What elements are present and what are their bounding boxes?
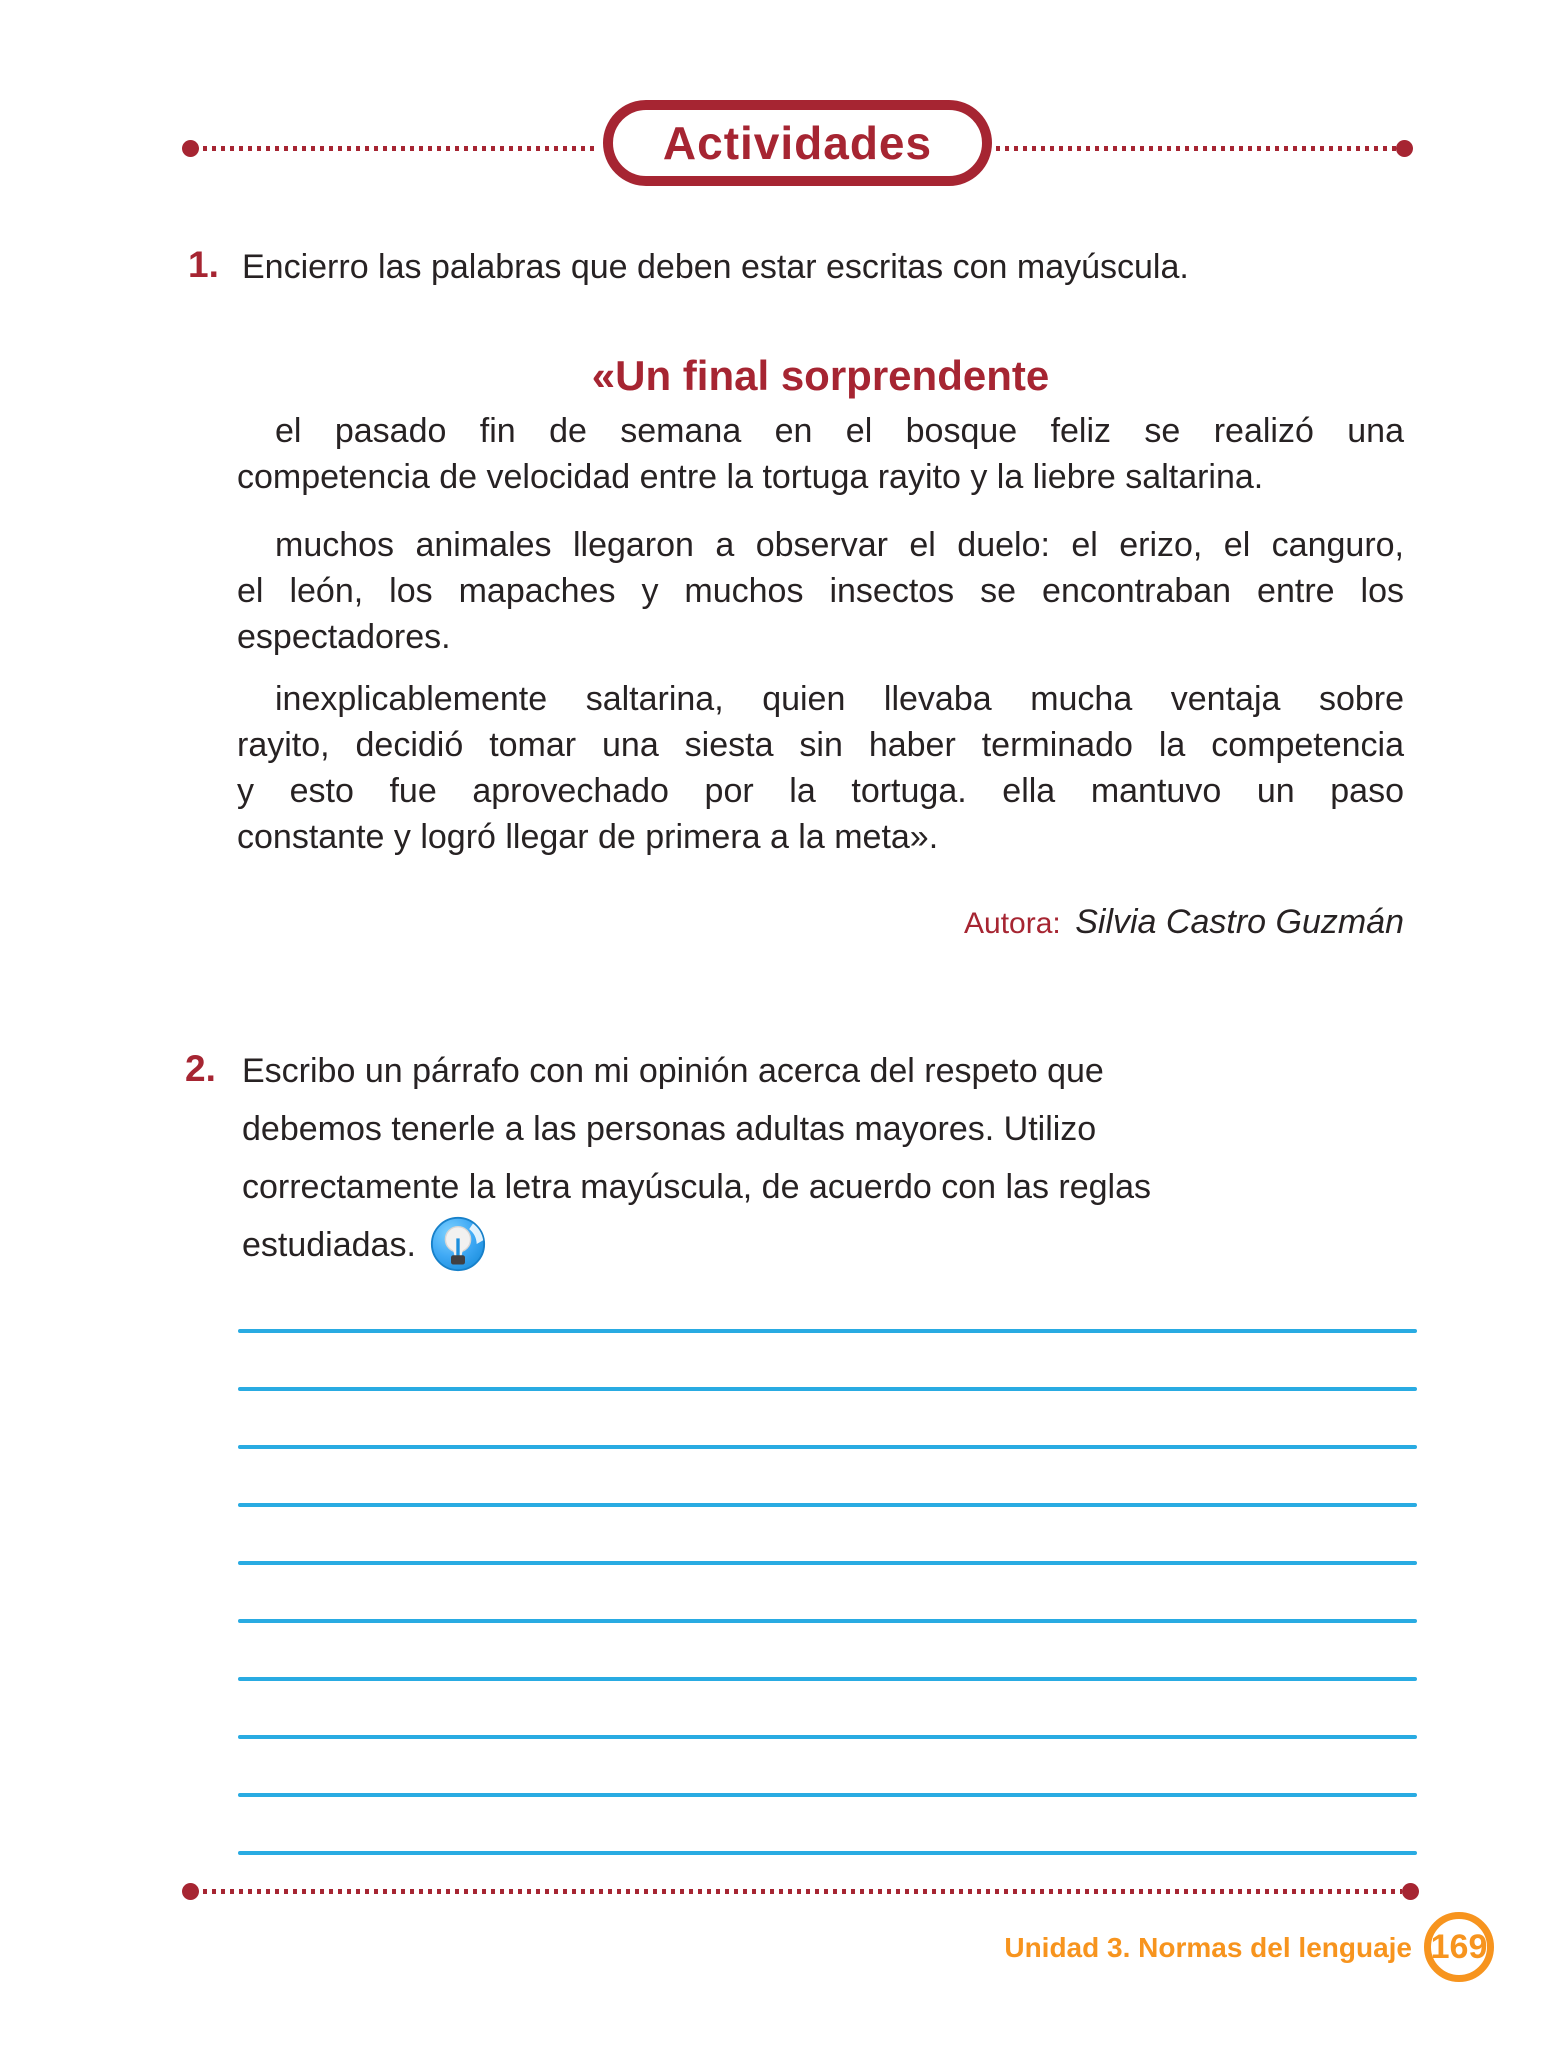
author-credit	[237, 903, 1404, 942]
activity-1-number: 1.	[188, 244, 219, 285]
footer-divider-left-dot	[182, 1883, 199, 1900]
writing-line[interactable]	[238, 1677, 1417, 1681]
writing-line[interactable]	[238, 1445, 1417, 1449]
activity-2-number: 2.	[185, 1048, 216, 1089]
passage-title: «Un final sorprendente	[591, 352, 1050, 399]
activity-1-instruction: Encierro las palabras que deben estar escritas con mayúscula.	[242, 248, 1189, 286]
writing-line[interactable]	[238, 1619, 1417, 1623]
passage-line: competencia de velocidad entre la tortuga rayito y la liebre saltarina.	[237, 458, 1264, 496]
passage-line: muchos animales llegaron a observar el duelo: el erizo, el canguro,	[275, 526, 1404, 564]
passage-line: el león, los mapaches y muchos insectos se encontraban entre los	[237, 572, 1404, 610]
writing-line[interactable]	[238, 1793, 1417, 1797]
header-divider-right	[996, 146, 1396, 151]
passage-line: el pasado fin de semana en el bosque feliz se realizó una	[275, 412, 1404, 450]
passage-line: espectadores.	[237, 618, 451, 656]
instruction-line	[242, 1216, 1362, 1274]
actividades-badge	[603, 100, 992, 186]
writing-line[interactable]	[238, 1503, 1417, 1507]
passage-paragraph-2	[237, 522, 1404, 660]
passage-line: y esto fue aprovechado por la tortuga. ella mantuvo un paso	[237, 772, 1404, 810]
passage-line: constante y logró llegar de primera a la meta».	[237, 818, 939, 856]
page-number: 169	[1430, 1927, 1488, 1966]
header-divider-right-dot	[1396, 140, 1413, 157]
writing-lines	[238, 1329, 1417, 1855]
lightbulb-icon	[430, 1216, 486, 1272]
writing-line[interactable]	[238, 1851, 1417, 1855]
instruction-line: debemos tenerle a las personas adultas mayores. Utilizo	[242, 1110, 1097, 1148]
passage-paragraph-3	[237, 676, 1404, 860]
page-number-badge	[1424, 1912, 1494, 1982]
header-divider-left	[203, 146, 599, 151]
instruction-line: Escribo un párrafo con mi opinión acerca del respeto que	[242, 1052, 1104, 1090]
passage-line: rayito, decidió tomar una siesta sin haber terminado la competencia	[237, 726, 1404, 764]
header-divider-left-dot	[182, 140, 199, 157]
passage-line: inexplicablemente saltarina, quien llevaba mucha ventaja sobre	[275, 680, 1404, 718]
activity-2-instruction	[242, 1042, 1362, 1274]
passage-paragraph-1	[237, 408, 1404, 500]
instruction-line: correctamente la letra mayúscula, de acuerdo con las reglas	[242, 1168, 1152, 1206]
footer-divider	[203, 1889, 1402, 1894]
footer-divider-right-dot	[1402, 1883, 1419, 1900]
author-label: Autora:	[964, 907, 1061, 940]
actividades-badge-label: Actividades	[662, 117, 933, 169]
footer-unit-label: Unidad 3. Normas del lenguaje	[1004, 1932, 1412, 1963]
instruction-line-text: estudiadas.	[242, 1226, 416, 1264]
writing-line[interactable]	[238, 1561, 1417, 1565]
writing-line[interactable]	[238, 1329, 1417, 1333]
author-name: Silvia Castro Guzmán	[1075, 903, 1404, 941]
writing-line[interactable]	[238, 1735, 1417, 1739]
writing-line[interactable]	[238, 1387, 1417, 1391]
